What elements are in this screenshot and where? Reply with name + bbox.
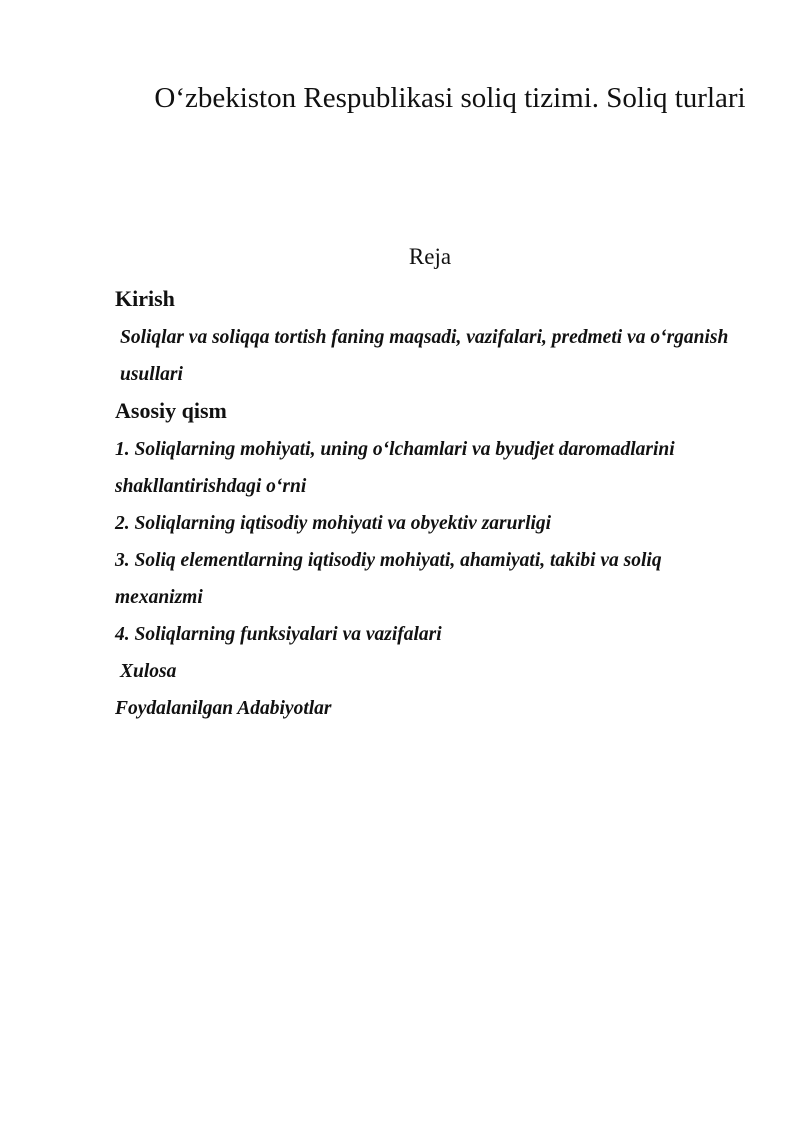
main-item-2: 2. Soliqlarning iqtisodiy mohiyati va obyektiv zarurligi [115,513,552,534]
main-item-1: 1. Soliqlarning mohiyati, uning o‘lchamlari va byudjet daromadlarini shakllantirishdagi o‘rni [115,439,675,497]
main-heading: Asosiy qism [115,398,227,423]
document-title: O‘zbekiston Respublikasi soliq tizimi. Soliq turlari [154,82,746,114]
plan-content [115,283,745,727]
references-item: Foydalanilgan Adabiyotlar [115,698,332,719]
plan-heading: Reja [408,244,452,269]
intro-heading: Kirish [115,286,175,311]
main-item-4: 4. Soliqlarning funksiyalari va vazifalari [115,624,442,645]
main-item-3: 3. Soliq elementlarning iqtisodiy mohiyati, ahamiyati, takibi va soliq mexanizmi [115,550,662,608]
intro-item: Soliqlar va soliqqa tortish faning maqsadi, vazifalari, predmeti va o‘rganish usullari [120,327,729,385]
conclusion-item: Xulosa [120,661,177,682]
